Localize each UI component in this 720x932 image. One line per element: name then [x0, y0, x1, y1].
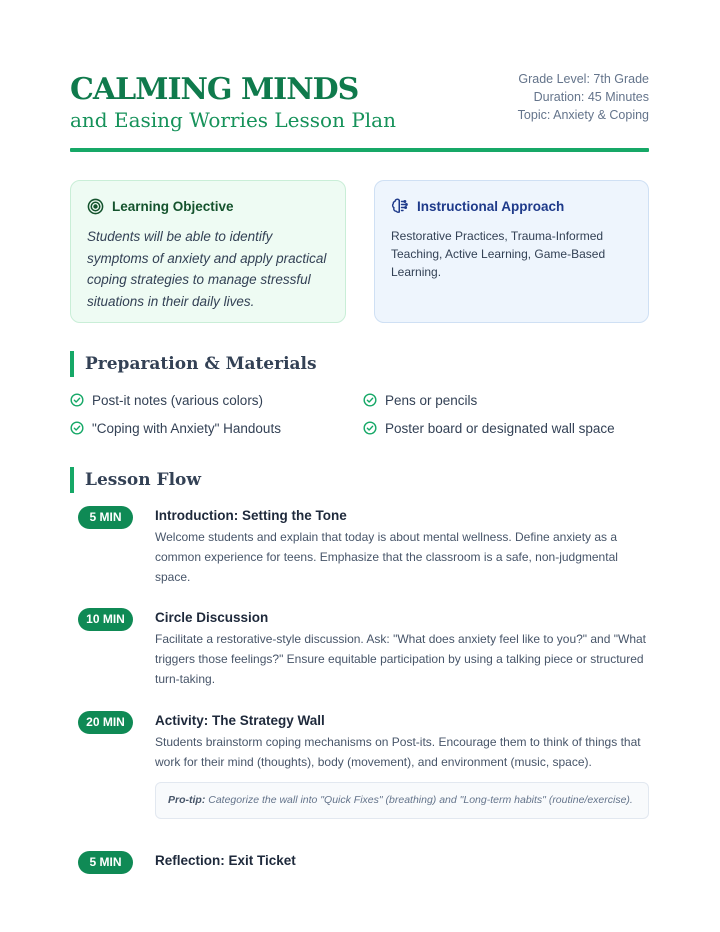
step-description: Facilitate a restorative-style discussion. Ask: "What does anxiety feel like to you?" and "What triggers those feelings?" Ensure equitable participation by using a talking piece or structured turn-taking. — [155, 632, 647, 686]
pro-tip-text: Categorize the wall into "Quick Fixes" (breathing) and "Long-term habits" (routine/exercise). — [208, 794, 633, 806]
duration: Duration: 45 Minutes — [533, 90, 649, 104]
pro-tip-label: Pro-tip: — [168, 794, 206, 806]
lesson-flow-heading: Lesson Flow — [70, 467, 201, 493]
time-badge: 5 MIN — [78, 506, 133, 529]
time-badge: 20 MIN — [78, 711, 133, 734]
page-title: CALMING MINDS — [70, 72, 359, 107]
lesson-meta — [518, 70, 649, 124]
learning-objective-heading: Learning Objective — [112, 198, 234, 214]
learning-objective-card — [70, 180, 346, 323]
time-badge: 10 MIN — [78, 608, 133, 631]
material-item: "Coping with Anxiety" Handouts — [70, 418, 281, 438]
instructional-approach-card — [374, 180, 649, 323]
step-title: Circle Discussion — [155, 610, 269, 625]
learning-objective-text: Students will be able to identify symptoms of anxiety and apply practical coping strategies to manage stressful situations in their daily lives. — [87, 229, 327, 309]
instructional-approach-text: Restorative Practices, Trauma-Informed Teaching, Active Learning, Game-Based Learning. — [391, 229, 606, 279]
step-description: Students brainstorm coping mechanisms on Post-its. Encourage them to think of things that work for their mind (thoughts), body (movement), and environment (music, space). — [155, 735, 641, 769]
page-subtitle: and Easing Worries Lesson Plan — [70, 108, 396, 132]
header — [70, 0, 649, 152]
check-circle-icon — [363, 393, 377, 407]
step-title: Reflection: Exit Ticket — [155, 853, 296, 868]
materials-list — [70, 390, 649, 450]
check-circle-icon — [70, 421, 84, 435]
step-title: Activity: The Strategy Wall — [155, 713, 325, 728]
header-divider — [70, 148, 649, 152]
check-circle-icon — [363, 421, 377, 435]
topic: Topic: Anxiety & Coping — [517, 108, 649, 122]
summary-cards — [70, 180, 649, 323]
instructional-approach-heading: Instructional Approach — [417, 198, 565, 214]
step-description: Welcome students and explain that today is about mental wellness. Define anxiety as a common experience for teens. Emphasize that the classroom is a safe, non-judgmental space. — [155, 530, 618, 584]
grade-level: Grade Level: 7th Grade — [518, 72, 649, 86]
time-badge: 5 MIN — [78, 851, 133, 874]
brain-icon — [391, 197, 409, 215]
target-icon — [87, 198, 104, 215]
check-circle-icon — [70, 393, 84, 407]
pro-tip-box — [155, 782, 649, 819]
preparation-heading: Preparation & Materials — [70, 351, 317, 377]
material-item: Post-it notes (various colors) — [70, 390, 263, 410]
material-item: Poster board or designated wall space — [363, 418, 615, 438]
step-title: Introduction: Setting the Tone — [155, 508, 347, 523]
material-item: Pens or pencils — [363, 390, 477, 410]
